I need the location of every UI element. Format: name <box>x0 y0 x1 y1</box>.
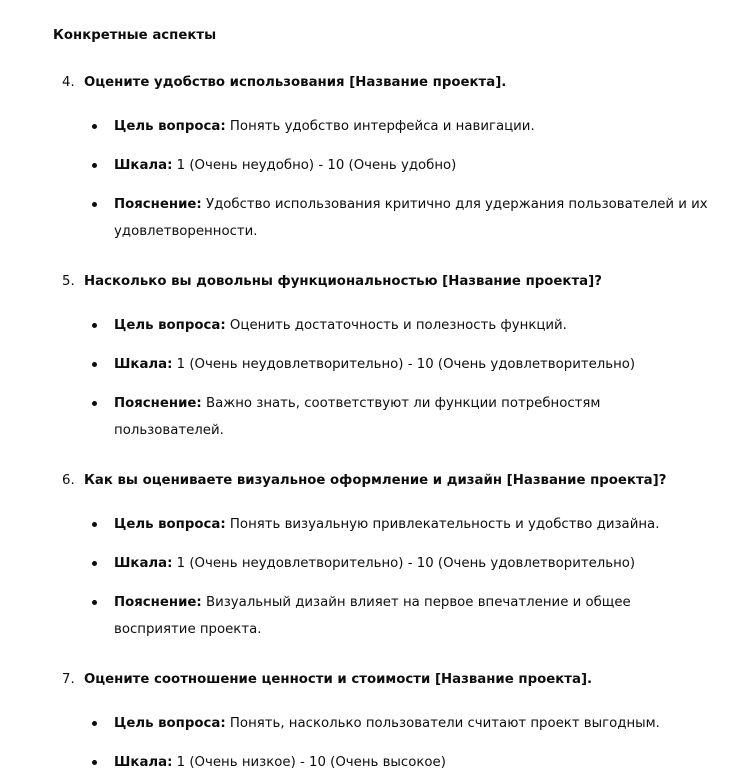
bullet-dot-icon <box>92 362 97 367</box>
bullet-text: Важно знать, соответствуют ли функции потребностям пользователей. <box>114 396 601 438</box>
question-title: Оцените удобство использования [Название проекта]. <box>84 75 507 90</box>
bullet-list <box>53 113 713 245</box>
bullet-dot-icon <box>92 721 97 726</box>
bullet-item <box>53 113 713 140</box>
question-title: Насколько вы довольны функциональностью [Название проекта]? <box>84 274 602 289</box>
bullet-label: Пояснение: <box>114 396 202 411</box>
bullet-item <box>53 749 713 776</box>
bullet-list <box>53 511 713 643</box>
bullet-dot-icon <box>92 401 97 406</box>
bullet-label: Пояснение: <box>114 197 202 212</box>
bullet-label: Шкала: <box>114 357 173 372</box>
bullet-item <box>53 550 713 577</box>
question-heading <box>53 73 713 93</box>
bullet-item <box>53 710 713 737</box>
bullet-text: Оценить достаточность и полезность функций. <box>225 318 567 333</box>
bullet-item <box>53 351 713 378</box>
bullet-text: Удобство использования критично для удержания пользователей и их удовлетворенности. <box>114 197 708 239</box>
bullet-item <box>53 191 713 245</box>
question-heading <box>53 272 713 292</box>
question-item <box>53 471 713 643</box>
question-number: 5. <box>62 274 75 289</box>
question-heading <box>53 670 713 690</box>
question-item <box>53 272 713 444</box>
bullet-dot-icon <box>92 124 97 129</box>
bullet-text: Понять удобство интерфейса и навигации. <box>225 119 535 134</box>
question-title: Как вы оцениваете визуальное оформление и дизайн [Название проекта]? <box>84 473 667 488</box>
document-body <box>53 26 713 776</box>
question-item <box>53 73 713 245</box>
question-number: 7. <box>62 672 75 687</box>
bullet-list <box>53 710 713 776</box>
bullet-item <box>53 589 713 643</box>
bullet-text: Понять визуальную привлекательность и удобство дизайна. <box>225 517 660 532</box>
bullet-item <box>53 312 713 339</box>
bullet-text: 1 (Очень низкое) - 10 (Очень высокое) <box>172 755 446 770</box>
bullet-label: Цель вопроса: <box>114 119 226 134</box>
section-title: Конкретные аспекты <box>53 28 217 43</box>
bullet-text: 1 (Очень неудовлетворительно) - 10 (Очень удовлетворительно) <box>172 357 636 372</box>
bullet-text: 1 (Очень неудобно) - 10 (Очень удобно) <box>172 158 457 173</box>
bullet-item <box>53 390 713 444</box>
bullet-text: 1 (Очень неудовлетворительно) - 10 (Очень удовлетворительно) <box>172 556 636 571</box>
bullet-label: Цель вопроса: <box>114 716 226 731</box>
bullet-dot-icon <box>92 760 97 765</box>
bullet-label: Пояснение: <box>114 595 202 610</box>
question-number: 6. <box>62 473 75 488</box>
bullet-text: Понять, насколько пользователи считают проект выгодным. <box>225 716 660 731</box>
question-item <box>53 670 713 776</box>
question-title: Оцените соотношение ценности и стоимости [Название проекта]. <box>84 672 593 687</box>
bullet-label: Шкала: <box>114 158 173 173</box>
bullet-dot-icon <box>92 522 97 527</box>
bullet-label: Шкала: <box>114 556 173 571</box>
bullet-item <box>53 152 713 179</box>
bullet-label: Цель вопроса: <box>114 318 226 333</box>
bullet-dot-icon <box>92 600 97 605</box>
bullet-list <box>53 312 713 444</box>
bullet-dot-icon <box>92 323 97 328</box>
bullet-item <box>53 511 713 538</box>
question-list <box>53 73 713 776</box>
question-heading <box>53 471 713 491</box>
bullet-dot-icon <box>92 202 97 207</box>
bullet-dot-icon <box>92 561 97 566</box>
bullet-dot-icon <box>92 163 97 168</box>
bullet-text: Визуальный дизайн влияет на первое впечатление и общее восприятие проекта. <box>114 595 631 637</box>
bullet-label: Цель вопроса: <box>114 517 226 532</box>
question-number: 4. <box>62 75 75 90</box>
bullet-label: Шкала: <box>114 755 173 770</box>
